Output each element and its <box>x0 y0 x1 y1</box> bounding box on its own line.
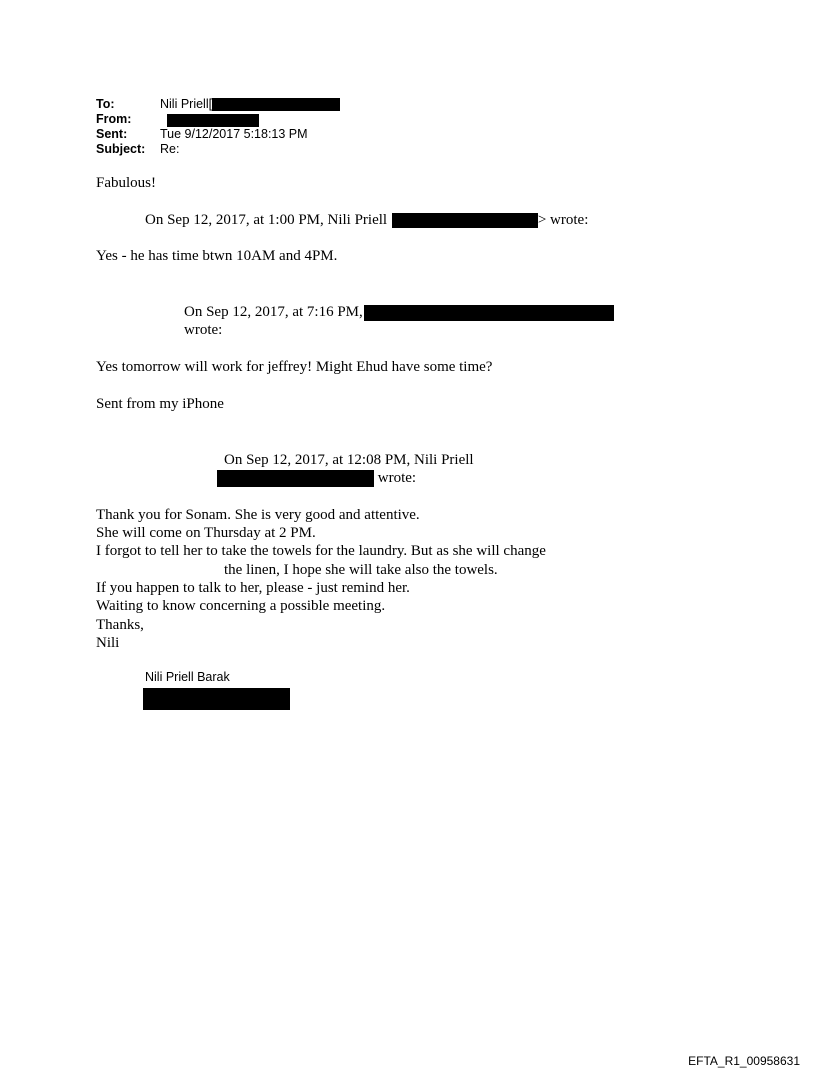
redaction-box <box>217 470 374 487</box>
sent-label: Sent: <box>96 127 128 141</box>
msg-line: Thank you for Sonam. She is very good and attentive. <box>96 507 420 523</box>
to-label: To: <box>96 97 115 111</box>
redaction-box <box>212 98 340 111</box>
quote2-intro-text: On Sep 12, 2017, at 7:16 PM, <box>184 304 363 320</box>
msg-line: I forgot to tell her to take the towels for the laundry. But as she will change <box>96 543 546 559</box>
body-line-fabulous: Fabulous! <box>96 175 156 191</box>
from-label: From: <box>96 112 132 126</box>
redaction-box <box>392 213 538 228</box>
subject-row <box>96 142 396 157</box>
reply2-text: Yes tomorrow will work for jeffrey! Might Ehud have some time? <box>96 359 493 375</box>
msg-line: If you happen to talk to her, please - just remind her. <box>96 580 410 596</box>
quote3-intro-line2 <box>217 469 416 487</box>
from-row <box>96 112 396 127</box>
sent-row <box>96 127 396 142</box>
quote3-intro: On Sep 12, 2017, at 12:08 PM, Nili Priell <box>224 452 474 468</box>
msg-line: the linen, I hope she will take also the towels. <box>224 562 498 578</box>
subject-value: Re: <box>160 142 180 156</box>
quote2-intro <box>184 303 614 321</box>
document-id: EFTA_R1_00958631 <box>688 1054 800 1068</box>
signature-redaction <box>143 688 290 710</box>
to-value <box>160 97 340 112</box>
from-value <box>167 113 259 128</box>
subject-label: Subject: <box>96 142 146 156</box>
signature-name: Nili Priell Barak <box>145 670 230 684</box>
sent-from-text: Sent from my iPhone <box>96 396 224 412</box>
redaction-box <box>364 305 614 321</box>
to-name: Nili Priell[ <box>160 97 213 111</box>
reply1-text: Yes - he has time btwn 10AM and 4PM. <box>96 248 338 264</box>
quote3-wrote: wrote: <box>377 470 417 486</box>
msg-line: Nili <box>96 635 120 651</box>
msg-line: Waiting to know concerning a possible meeting. <box>96 598 386 614</box>
sent-value: Tue 9/12/2017 5:18:13 PM <box>160 127 308 141</box>
quote2-wrote: wrote: <box>184 322 223 338</box>
redaction-box <box>167 114 259 127</box>
quote1-intro <box>145 211 588 229</box>
msg-line: She will come on Thursday at 2 PM. <box>96 525 316 541</box>
quote1-intro-text: On Sep 12, 2017, at 1:00 PM, Nili Priell <box>145 212 388 228</box>
to-row <box>96 97 396 112</box>
msg-line: Thanks, <box>96 617 144 633</box>
redaction-box <box>143 688 290 710</box>
quote1-intro-wrote: > wrote: <box>537 212 589 228</box>
